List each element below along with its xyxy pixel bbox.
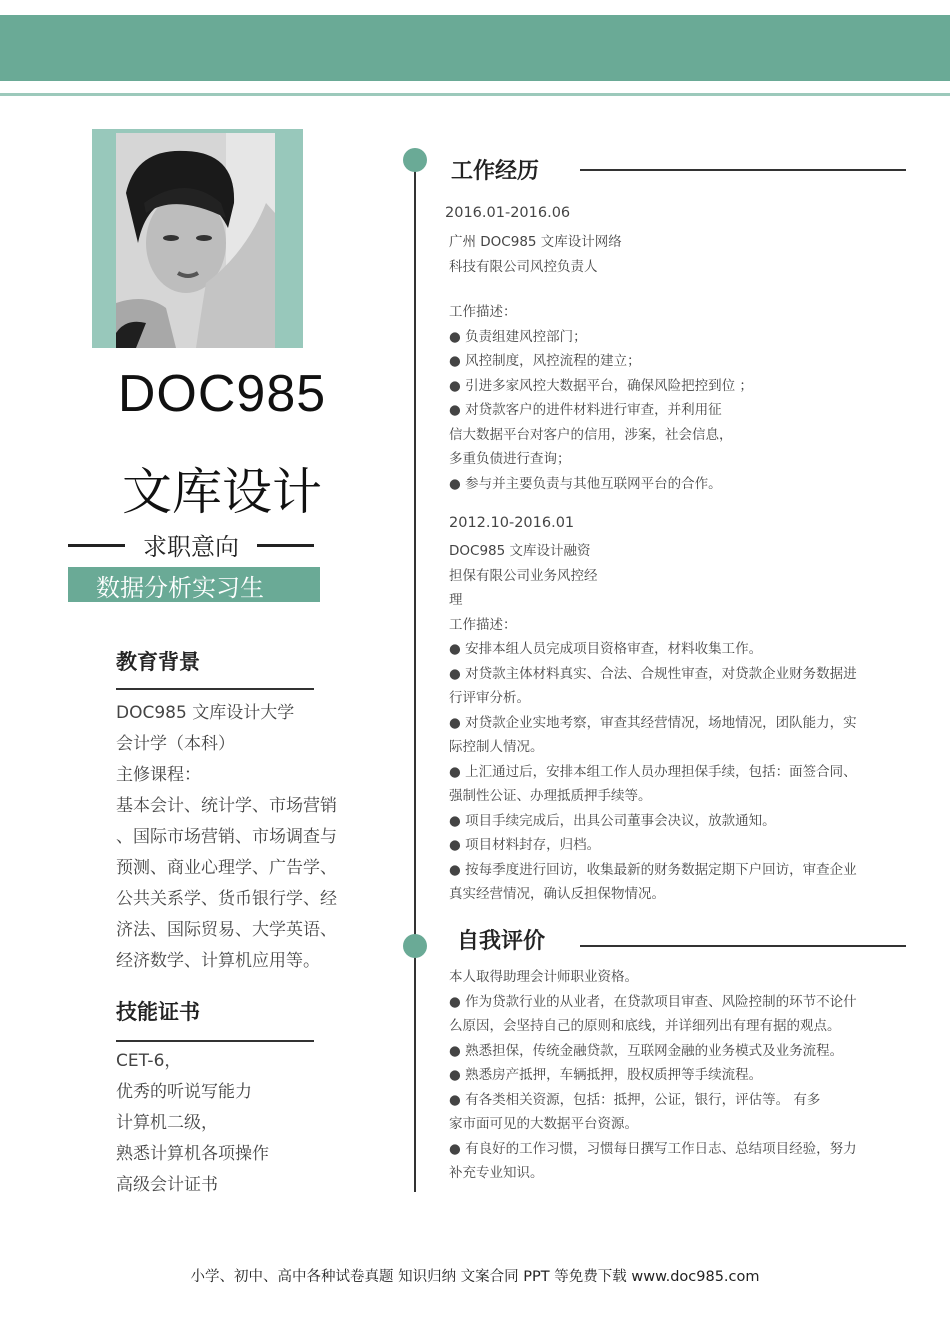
job2-line: 行评审分析。 — [449, 690, 530, 706]
education-line: 基本会计、统计学、市场营销 — [116, 796, 337, 816]
job-intent-label: 求职意向 — [143, 533, 239, 561]
intent-bar-right — [257, 544, 314, 547]
self-eval-rule — [580, 945, 906, 947]
job2-line: ● 对贷款企业实地考察，审查其经营情况，场地情况，团队能力，实 — [449, 714, 857, 731]
education-title: 教育背景 — [116, 650, 200, 674]
education-line: 会计学（本科） — [116, 734, 235, 754]
self-eval-line: 家市面可见的大数据平台资源。 — [449, 1116, 638, 1132]
job2-line: ● 对贷款主体材料真实、合法、合规性审查，对贷款企业财务数据进 — [449, 665, 857, 682]
job2-line: 担保有限公司业务风控经 — [449, 567, 598, 584]
education-line: 公共关系学、货币银行学、经 — [116, 889, 337, 909]
header-divider — [0, 93, 950, 96]
name-english: DOC985 — [117, 365, 327, 423]
job2-date: 2012.10-2016.01 — [449, 515, 575, 531]
job1-line: 科技有限公司风控负责人 — [449, 258, 598, 275]
job2-line: ● 按每季度进行回访，收集最新的财务数据定期下户回访，审查企业 — [449, 861, 857, 878]
self-eval-title: 自我评价 — [457, 929, 546, 954]
portrait-image — [116, 133, 275, 348]
skill-line: 计算机二级， — [116, 1113, 218, 1133]
education-line: 、国际市场营销、市场调查与 — [116, 827, 337, 847]
job-intent-row — [68, 527, 314, 561]
name-chinese: 文库设计 — [122, 463, 322, 521]
self-eval-line: ● 作为贷款行业的从业者，在贷款项目审查、风险控制的环节不论什 — [449, 993, 857, 1010]
job1-line: ● 风控制度，风控流程的建立； — [449, 353, 641, 369]
self-eval-line: ● 有良好的工作习惯，习惯每日撰写工作日志、总结项目经验，努力 — [449, 1140, 857, 1157]
timeline-dot-self — [403, 934, 427, 958]
job2-line: 工作描述： — [449, 616, 517, 633]
job2-line: ● 上汇通过后，安排本组工作人员办理担保手续，包括：面签合同、 — [449, 763, 857, 780]
education-line: 济法、国际贸易、大学英语、 — [116, 920, 337, 940]
skill-line: 优秀的听说写能力 — [116, 1082, 252, 1102]
job1-line: ● 引进多家风控大数据平台，确保风险把控到位 ； — [449, 377, 753, 394]
education-rule — [116, 688, 314, 690]
profile-photo — [116, 133, 275, 348]
job2-text — [449, 539, 909, 907]
self-eval-text — [449, 965, 909, 1186]
job2-line: DOC985 文库设计融资 — [449, 543, 591, 559]
header-band — [0, 15, 950, 81]
education-text — [116, 698, 366, 977]
job1-line: 广州 DOC985 文库设计网络 — [449, 234, 622, 250]
timeline-line — [414, 162, 416, 1192]
education-line: 经济数学、计算机应用等。 — [116, 951, 320, 971]
skills-text — [116, 1046, 366, 1201]
self-eval-line: 补充专业知识。 — [449, 1165, 544, 1181]
job1-line: 多重负债进行查询； — [449, 451, 571, 467]
self-eval-line: ● 熟悉担保，传统金融贷款，互联网金融的业务模式及业务流程。 — [449, 1042, 844, 1059]
skills-rule — [116, 1040, 314, 1042]
job2-line: 际控制人情况。 — [449, 739, 544, 755]
job2-line: 真实经营情况，确认反担保物情况。 — [449, 886, 665, 902]
job2-line: ● 项目手续完成后，出具公司董事会决议，放款通知。 — [449, 812, 776, 829]
job1-line: 信大数据平台对客户的信用，涉案，社会信息， — [449, 426, 733, 443]
intent-bar-left — [68, 544, 125, 547]
education-line: 主修课程： — [116, 765, 201, 785]
job1-text — [449, 230, 909, 496]
skill-line: 熟悉计算机各项操作 — [116, 1144, 269, 1164]
job-title: 数据分析实习生 — [96, 574, 264, 602]
job2-line: 强制性公证、办理抵质押手续等。 — [449, 788, 652, 804]
job1-line: ● 负责组建风控部门； — [449, 328, 587, 345]
job1-line — [449, 279, 909, 300]
job2-line: 理 — [449, 592, 463, 608]
skills-title: 技能证书 — [116, 1000, 200, 1024]
self-eval-line: ● 有各类相关资源，包括：抵押，公证，银行，评估等。 有多 — [449, 1091, 821, 1108]
skill-line: 高级会计证书 — [116, 1175, 218, 1195]
work-rule — [580, 169, 906, 171]
self-eval-line: 么原因，会坚持自己的原则和底线，并详细列出有理有据的观点。 — [449, 1018, 841, 1034]
footer-text: 小学、初中、高中各种试卷真题 知识归纳 文案合同 PPT 等免费下载 www.doc985.com — [190, 1269, 760, 1285]
self-eval-line: 本人取得助理会计师职业资格。 — [449, 969, 638, 985]
job2-line: ● 项目材料封存，归档。 — [449, 837, 601, 853]
job1-line: ● 对贷款客户的进件材料进行审查，并利用征 — [449, 402, 722, 418]
skill-line: CET-6， — [116, 1051, 182, 1071]
self-eval-line: ● 熟悉房产抵押，车辆抵押，股权质押等手续流程。 — [449, 1067, 763, 1083]
timeline-dot-work — [403, 148, 427, 172]
education-line: DOC985 文库设计大学 — [116, 703, 295, 723]
work-title: 工作经历 — [451, 159, 540, 184]
job-title-box — [68, 567, 320, 602]
job1-line: 工作描述： — [449, 304, 517, 320]
education-line: 预测、商业心理学、广告学、 — [116, 858, 337, 878]
job1-date: 2016.01-2016.06 — [445, 205, 571, 221]
job1-line: ● 参与并主要负责与其他互联网平台的合作。 — [449, 475, 722, 492]
job2-line: ● 安排本组人员完成项目资格审查，材料收集工作。 — [449, 641, 763, 657]
